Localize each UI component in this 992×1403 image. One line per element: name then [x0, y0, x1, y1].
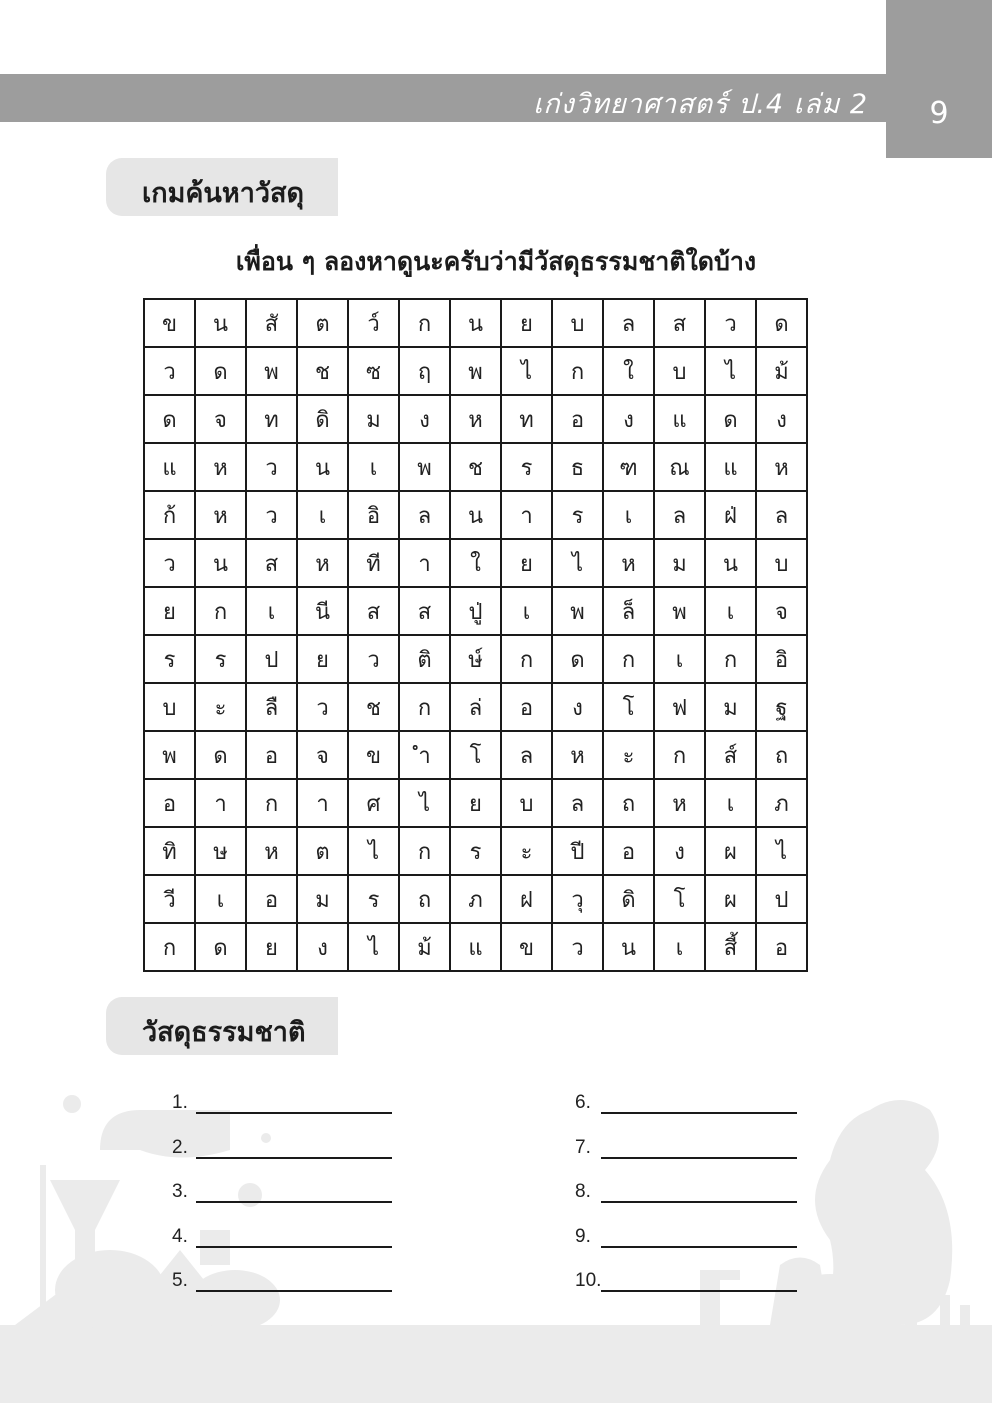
grid-cell[interactable]: อ	[501, 683, 552, 731]
section-heading-natural-materials	[106, 997, 338, 1055]
grid-cell[interactable]: ส	[399, 587, 450, 635]
grid-cell[interactable]: อ	[552, 395, 603, 443]
answer-blank-line[interactable]	[601, 1246, 797, 1248]
grid-cell[interactable]: แ	[654, 395, 705, 443]
grid-cell[interactable]: เ	[705, 779, 756, 827]
answer-blank-line[interactable]	[196, 1112, 392, 1114]
grid-cell[interactable]: ไ	[348, 923, 399, 971]
answer-number: 8.	[575, 1181, 591, 1202]
answer-row	[575, 1131, 797, 1161]
grid-cell[interactable]: ษ์	[450, 635, 501, 683]
grid-cell[interactable]: ห	[756, 443, 807, 491]
answer-row	[575, 1220, 797, 1250]
grid-cell[interactable]: ภ	[756, 779, 807, 827]
grid-cell[interactable]: สั	[246, 299, 297, 347]
grid-cell[interactable]: พ	[450, 347, 501, 395]
grid-cell[interactable]: ท	[246, 395, 297, 443]
answer-number: 3.	[172, 1181, 188, 1202]
grid-cell[interactable]: น	[603, 923, 654, 971]
instruction-text: เพื่อน ๆ ลองหาดูนะครับว่ามีวัสดุธรรมชาติใดบ้าง	[235, 247, 757, 276]
page-tab	[886, 0, 992, 158]
grid-cell[interactable]: ร	[552, 491, 603, 539]
grid-cell[interactable]: ฟ	[654, 683, 705, 731]
grid-cell[interactable]: ว	[144, 539, 195, 587]
grid-cell[interactable]: อ	[603, 827, 654, 875]
grid-row	[144, 779, 807, 827]
grid-cell[interactable]: ฤ	[399, 347, 450, 395]
grid-cell[interactable]: ด	[195, 923, 246, 971]
grid-cell[interactable]: ห	[654, 779, 705, 827]
grid-cell[interactable]: ไ	[756, 827, 807, 875]
grid-cell[interactable]: ถ	[756, 731, 807, 779]
grid-cell[interactable]: จ	[297, 731, 348, 779]
grid-cell[interactable]: ด	[195, 347, 246, 395]
grid-cell[interactable]: ไ	[348, 827, 399, 875]
answer-row	[575, 1175, 797, 1205]
grid-cell[interactable]: ถ	[603, 779, 654, 827]
grid-cell[interactable]: ก	[246, 779, 297, 827]
grid-cell[interactable]: ช	[297, 347, 348, 395]
section-title: เกมค้นหาวัสดุ	[142, 178, 305, 209]
answer-number: 5.	[172, 1270, 188, 1291]
grid-cell[interactable]: ส์	[705, 731, 756, 779]
grid-cell[interactable]: ว	[297, 683, 348, 731]
grid-cell[interactable]: ย	[297, 635, 348, 683]
grid-cell[interactable]: ใ	[450, 539, 501, 587]
grid-cell[interactable]: แ	[144, 443, 195, 491]
grid-cell[interactable]: ห	[195, 443, 246, 491]
grid-cell[interactable]: ห	[297, 539, 348, 587]
grid-cell[interactable]: ง	[654, 827, 705, 875]
grid-cell[interactable]: ข	[144, 299, 195, 347]
grid-cell[interactable]: ะ	[603, 731, 654, 779]
grid-cell[interactable]: ด	[144, 395, 195, 443]
grid-cell[interactable]: วุ	[552, 875, 603, 923]
grid-cell[interactable]: ง	[297, 923, 348, 971]
grid-row	[144, 587, 807, 635]
grid-row	[144, 827, 807, 875]
answer-row	[172, 1131, 392, 1161]
answer-blank-line[interactable]	[196, 1246, 392, 1248]
grid-cell[interactable]: ทิ	[144, 827, 195, 875]
grid-cell[interactable]: ะ	[195, 683, 246, 731]
answer-row	[172, 1220, 392, 1250]
grid-cell[interactable]: า	[297, 779, 348, 827]
grid-cell[interactable]: น	[450, 491, 501, 539]
grid-cell[interactable]: ก	[552, 347, 603, 395]
grid-cell[interactable]: ศ	[348, 779, 399, 827]
grid-cell[interactable]: วี	[144, 875, 195, 923]
grid-cell[interactable]: ล	[399, 491, 450, 539]
answer-number: 2.	[172, 1136, 188, 1158]
grid-cell[interactable]: ป	[756, 875, 807, 923]
grid-cell[interactable]: ไ	[399, 779, 450, 827]
grid-cell[interactable]: ห	[603, 539, 654, 587]
grid-cell[interactable]: บ	[501, 779, 552, 827]
grid-cell[interactable]: ฝ	[501, 875, 552, 923]
grid-cell[interactable]: ก	[501, 635, 552, 683]
grid-cell[interactable]: น	[195, 299, 246, 347]
answer-row	[172, 1175, 392, 1205]
grid-cell[interactable]: ท	[501, 395, 552, 443]
grid-cell[interactable]: ง	[399, 395, 450, 443]
grid-row	[144, 539, 807, 587]
grid-cell[interactable]: ล	[756, 491, 807, 539]
grid-cell[interactable]: ล	[603, 299, 654, 347]
grid-cell[interactable]: ผ	[705, 827, 756, 875]
grid-cell[interactable]: ห	[195, 491, 246, 539]
grid-cell[interactable]: อ	[144, 779, 195, 827]
answer-number: 4.	[172, 1225, 188, 1247]
section-title: วัสดุธรรมชาติ	[142, 1017, 306, 1048]
grid-cell[interactable]: ผ	[705, 875, 756, 923]
grid-cell[interactable]: ปี	[552, 827, 603, 875]
grid-cell[interactable]: ว	[705, 299, 756, 347]
grid-cell[interactable]: า	[501, 491, 552, 539]
grid-cell[interactable]: อิ	[756, 635, 807, 683]
grid-cell[interactable]: ย	[450, 779, 501, 827]
answer-blank-line[interactable]	[196, 1201, 392, 1203]
grid-cell[interactable]: ก	[399, 299, 450, 347]
grid-cell[interactable]: เ	[348, 443, 399, 491]
grid-row	[144, 923, 807, 971]
grid-cell[interactable]: โ	[603, 683, 654, 731]
grid-cell[interactable]: า	[399, 539, 450, 587]
grid-cell[interactable]: ส	[654, 299, 705, 347]
grid-cell[interactable]: ล	[501, 731, 552, 779]
grid-cell[interactable]: ฝ่	[705, 491, 756, 539]
lab-silhouette-decoration	[0, 1080, 992, 1403]
grid-cell[interactable]: ก	[654, 731, 705, 779]
grid-cell[interactable]: สี้	[705, 923, 756, 971]
grid-cell[interactable]: ไ	[501, 347, 552, 395]
answer-number: 9.	[575, 1225, 591, 1247]
grid-cell[interactable]: จ	[195, 395, 246, 443]
grid-cell[interactable]: ติ	[399, 635, 450, 683]
section-heading-word-search	[106, 158, 338, 216]
answer-blank-line[interactable]	[601, 1201, 797, 1203]
grid-cell[interactable]: ง	[603, 395, 654, 443]
grid-cell[interactable]: ร	[195, 635, 246, 683]
grid-cell[interactable]: เ	[654, 923, 705, 971]
answer-number: 1.	[172, 1092, 188, 1113]
grid-cell[interactable]: ห	[552, 731, 603, 779]
grid-cell[interactable]: ก	[144, 923, 195, 971]
grid-cell[interactable]: ม	[348, 395, 399, 443]
grid-cell[interactable]: โ	[450, 731, 501, 779]
grid-cell[interactable]: ไ	[552, 539, 603, 587]
answer-row	[575, 1264, 797, 1294]
grid-cell[interactable]: ฑ	[603, 443, 654, 491]
page-number: 9	[929, 96, 949, 131]
grid-cell[interactable]: ส	[246, 539, 297, 587]
grid-row	[144, 347, 807, 395]
grid-cell[interactable]: บ	[756, 539, 807, 587]
grid-cell[interactable]: ษ	[195, 827, 246, 875]
grid-cell[interactable]: ร	[450, 827, 501, 875]
grid-cell[interactable]: ว	[348, 635, 399, 683]
grid-cell[interactable]: ใ	[603, 347, 654, 395]
grid-cell[interactable]: ย	[144, 587, 195, 635]
grid-cell[interactable]: เ	[195, 875, 246, 923]
grid-cell[interactable]: ลื	[246, 683, 297, 731]
grid-cell[interactable]: ห	[246, 827, 297, 875]
answer-blank-line[interactable]	[601, 1290, 797, 1292]
answer-blank-line[interactable]	[196, 1290, 392, 1292]
grid-cell[interactable]: ก	[399, 683, 450, 731]
word-search-grid	[143, 298, 808, 972]
grid-cell[interactable]: ด	[195, 731, 246, 779]
grid-cell[interactable]: ร	[501, 443, 552, 491]
grid-cell[interactable]: เ	[705, 587, 756, 635]
grid-cell[interactable]: ป	[246, 635, 297, 683]
grid-cell[interactable]: ช	[450, 443, 501, 491]
grid-cell[interactable]: ม้	[756, 347, 807, 395]
grid-cell[interactable]: ร	[348, 875, 399, 923]
grid-cell[interactable]: อ	[756, 923, 807, 971]
grid-cell[interactable]: เ	[501, 587, 552, 635]
header-bar	[0, 74, 886, 122]
grid-cell[interactable]: ที	[348, 539, 399, 587]
grid-cell[interactable]: พ	[399, 443, 450, 491]
grid-cell[interactable]: ดิ	[297, 395, 348, 443]
grid-cell[interactable]: ก	[603, 635, 654, 683]
grid-cell[interactable]: ปู่	[450, 587, 501, 635]
grid-cell[interactable]: บ	[552, 299, 603, 347]
grid-cell[interactable]: ล็	[603, 587, 654, 635]
grid-cell[interactable]: ธ	[552, 443, 603, 491]
grid-cell[interactable]: ว	[144, 347, 195, 395]
grid-cell[interactable]: ก	[195, 587, 246, 635]
grid-cell[interactable]: บ	[144, 683, 195, 731]
grid-cell[interactable]: ซ	[348, 347, 399, 395]
grid-row	[144, 299, 807, 347]
answer-number: 10.	[575, 1270, 602, 1291]
grid-cell[interactable]: ง	[756, 395, 807, 443]
grid-cell[interactable]: ก	[705, 635, 756, 683]
grid-cell[interactable]: แ	[705, 443, 756, 491]
grid-cell[interactable]: เ	[297, 491, 348, 539]
grid-cell[interactable]: า	[195, 779, 246, 827]
grid-cell[interactable]: เ	[246, 587, 297, 635]
book-title: เก่งวิทยาศาสตร์ ป.4 เล่ม 2	[533, 89, 868, 120]
grid-cell[interactable]: ง	[552, 683, 603, 731]
grid-cell[interactable]: ก	[399, 827, 450, 875]
grid-cell[interactable]: บ	[654, 347, 705, 395]
grid-cell[interactable]: พ	[246, 347, 297, 395]
grid-row	[144, 395, 807, 443]
grid-row	[144, 635, 807, 683]
grid-cell[interactable]: ำ	[399, 731, 450, 779]
answer-number: 7.	[575, 1136, 591, 1158]
grid-row	[144, 491, 807, 539]
answer-blank-line[interactable]	[601, 1112, 797, 1114]
grid-cell[interactable]: จ	[756, 587, 807, 635]
grid-cell[interactable]: โ	[654, 875, 705, 923]
grid-row	[144, 731, 807, 779]
answer-row	[172, 1264, 392, 1294]
grid-cell[interactable]: ว	[246, 491, 297, 539]
grid-cell[interactable]: ต	[297, 299, 348, 347]
grid-cell[interactable]: เ	[654, 635, 705, 683]
grid-cell[interactable]: ก้	[144, 491, 195, 539]
grid-cell[interactable]: ล	[654, 491, 705, 539]
grid-cell[interactable]: พ	[552, 587, 603, 635]
grid-cell[interactable]: เ	[603, 491, 654, 539]
grid-cell[interactable]: ย	[246, 923, 297, 971]
grid-cell[interactable]: ย	[501, 539, 552, 587]
answer-number: 6.	[575, 1092, 591, 1113]
grid-cell[interactable]: ะ	[501, 827, 552, 875]
answer-row	[575, 1086, 797, 1116]
grid-cell[interactable]: ม	[705, 683, 756, 731]
grid-cell[interactable]: ข	[348, 731, 399, 779]
grid-cell[interactable]: ช	[348, 683, 399, 731]
grid-cell[interactable]: ฐ	[756, 683, 807, 731]
grid-cell[interactable]: น	[195, 539, 246, 587]
answer-blank-line[interactable]	[601, 1157, 797, 1159]
grid-cell[interactable]: แ	[450, 923, 501, 971]
grid-row	[144, 443, 807, 491]
grid-cell[interactable]: น	[450, 299, 501, 347]
grid-cell[interactable]: น	[705, 539, 756, 587]
grid-cell[interactable]: ย	[501, 299, 552, 347]
grid-row	[144, 875, 807, 923]
grid-cell[interactable]: ไ	[705, 347, 756, 395]
grid-cell[interactable]: ร	[144, 635, 195, 683]
grid-cell[interactable]: ว์	[348, 299, 399, 347]
answer-blank-line[interactable]	[196, 1157, 392, 1159]
grid-cell[interactable]: ต	[297, 827, 348, 875]
grid-cell[interactable]: อ	[246, 731, 297, 779]
grid-cell[interactable]: ดิ	[603, 875, 654, 923]
grid-cell[interactable]: ว	[246, 443, 297, 491]
grid-cell[interactable]: ด	[756, 299, 807, 347]
grid-cell[interactable]: ห	[450, 395, 501, 443]
grid-cell[interactable]: อิ	[348, 491, 399, 539]
grid-cell[interactable]: ภ	[450, 875, 501, 923]
grid-cell[interactable]: พ	[654, 587, 705, 635]
grid-cell[interactable]: ด	[705, 395, 756, 443]
grid-cell[interactable]: ม	[297, 875, 348, 923]
grid-cell[interactable]: ณ	[654, 443, 705, 491]
grid-cell[interactable]: ม	[654, 539, 705, 587]
grid-cell[interactable]: ข	[501, 923, 552, 971]
grid-cell[interactable]: อ	[246, 875, 297, 923]
grid-cell[interactable]: นี	[297, 587, 348, 635]
grid-cell[interactable]: ล	[552, 779, 603, 827]
grid-cell[interactable]: ล่	[450, 683, 501, 731]
answer-row	[172, 1086, 392, 1116]
grid-cell[interactable]: ว	[552, 923, 603, 971]
grid-cell[interactable]: น	[297, 443, 348, 491]
grid-cell[interactable]: ส	[348, 587, 399, 635]
grid-row	[144, 683, 807, 731]
grid-cell[interactable]: ม้	[399, 923, 450, 971]
grid-cell[interactable]: ถ	[399, 875, 450, 923]
grid-cell[interactable]: ด	[552, 635, 603, 683]
grid-cell[interactable]: พ	[144, 731, 195, 779]
